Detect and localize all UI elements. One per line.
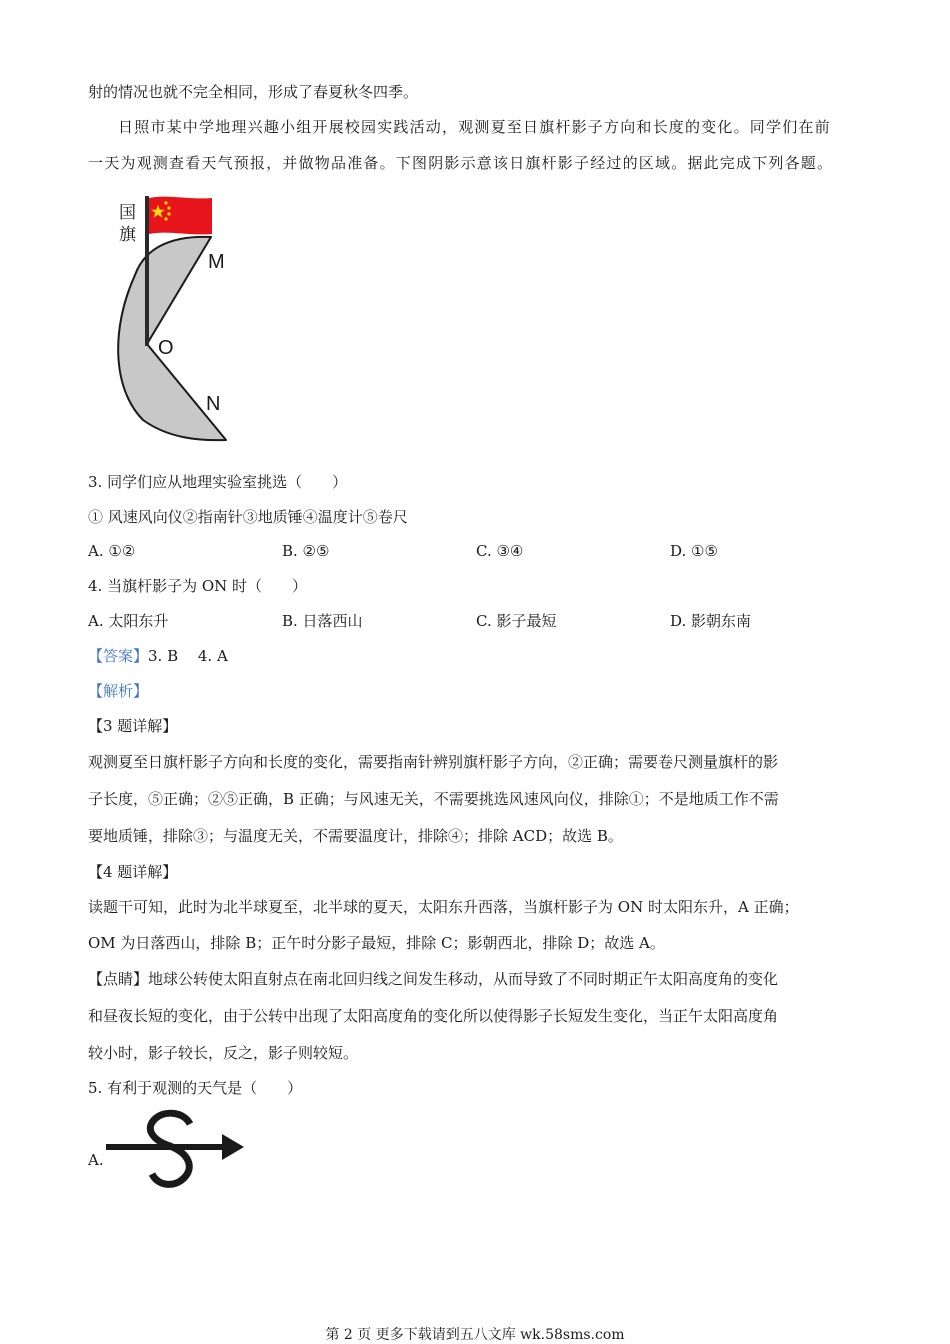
small-star-icon	[164, 201, 167, 204]
analysis-label: 【解析】	[88, 682, 149, 700]
point-label-m: M	[208, 251, 225, 273]
page-footer: 第 2 页 更多下载请到五八文库 wk.58sms.com	[325, 1327, 625, 1343]
q5-stem: 5. 有利于观测的天气是（ ）	[88, 1079, 303, 1097]
intro-paragraph-line: 日照市某中学地理兴趣小组开展校园实践活动，观测夏至日旗杆影子方向和长度的变化。同学们在前	[118, 118, 831, 136]
small-star-icon	[167, 212, 170, 215]
q4-option-a: A. 太阳东升	[88, 612, 169, 630]
flagpole-shadow-figure	[108, 190, 248, 450]
tips-line	[88, 969, 778, 989]
point-label-n: N	[206, 393, 221, 415]
sandstorm-symbol-icon[interactable]	[104, 1108, 248, 1190]
q4-stem: 4. 当旗杆影子为 ON 时（ ）	[88, 577, 308, 595]
q3-items: ① 风速风向仪②指南针③地质锤④温度计⑤卷尺	[88, 508, 408, 526]
answer-text: 3. B 4. A	[148, 647, 228, 665]
q3-stem: 3. 同学们应从地理实验室挑选（ ）	[88, 473, 348, 491]
q4-detail-title: 【4 题详解】	[88, 863, 178, 881]
flag	[149, 197, 212, 235]
q4-detail-line: 读题干可知，此时为北半球夏至，北半球的夏天，太阳东升西落，当旗杆影子为 ON 时太阳东升，A 正确；	[88, 898, 799, 916]
q3-option-d: D. ①⑤	[670, 542, 718, 560]
q4-detail-line: OM 为日落西山，排除 B；正午时分影子最短，排除 C；影朝西北，排除 D；故选 A。	[88, 934, 665, 952]
q3-option-c: C. ③④	[476, 542, 524, 560]
q4-option-c: C. 影子最短	[476, 612, 557, 630]
q5-option-a-label: A.	[88, 1151, 104, 1169]
answer-label: 【答案】	[88, 647, 149, 665]
text-fragment: 射的情况也就不完全相同，形成了春夏秋冬四季。	[88, 83, 419, 101]
q3-detail-title: 【3 题详解】	[88, 717, 178, 735]
q4-option-b: B. 日落西山	[282, 612, 363, 630]
point-label-o: O	[158, 337, 174, 359]
tips-line: 和昼夜长短的变化，由于公转中出现了太阳高度角的变化所以使得影子长短发生变化，当正午太阳高度角	[88, 1007, 779, 1025]
flagpole	[145, 196, 149, 346]
answer-line	[88, 646, 228, 666]
small-star-icon	[167, 206, 170, 209]
small-star-icon	[164, 217, 167, 220]
intro-paragraph-line: 一天为观测查看天气预报，并做物品准备。下图阴影示意该日旗杆影子经过的区域。据此完成下列各题。	[88, 154, 834, 172]
q3-detail-line: 要地质锤，排除③；与温度无关，不需要温度计，排除④；排除 ACD；故选 B。	[88, 827, 623, 845]
flag-label-2: 旗	[119, 225, 136, 245]
tips-line: 较小时，影子较长，反之，影子则较短。	[88, 1044, 359, 1062]
q4-option-d: D. 影朝东南	[670, 612, 752, 630]
flag-label-1: 国	[119, 203, 136, 223]
q3-detail-line: 观测夏至日旗杆影子方向和长度的变化，需要指南针辨别旗杆影子方向，②正确；需要卷尺测量旗杆的影	[88, 753, 779, 771]
q3-detail-line: 子长度，⑤正确；②⑤正确，B 正确；与风速无关，不需要挑选风速风向仪，排除①；不是地质工作不需	[88, 790, 779, 808]
q3-option-a: A. ①②	[88, 542, 136, 560]
q3-option-b: B. ②⑤	[282, 542, 330, 560]
tips-text: 地球公转使太阳直射点在南北回归线之间发生移动，从而导致了不同时期正午太阳高度角的变化	[148, 970, 779, 988]
tips-label: 【点睛】	[88, 970, 149, 988]
